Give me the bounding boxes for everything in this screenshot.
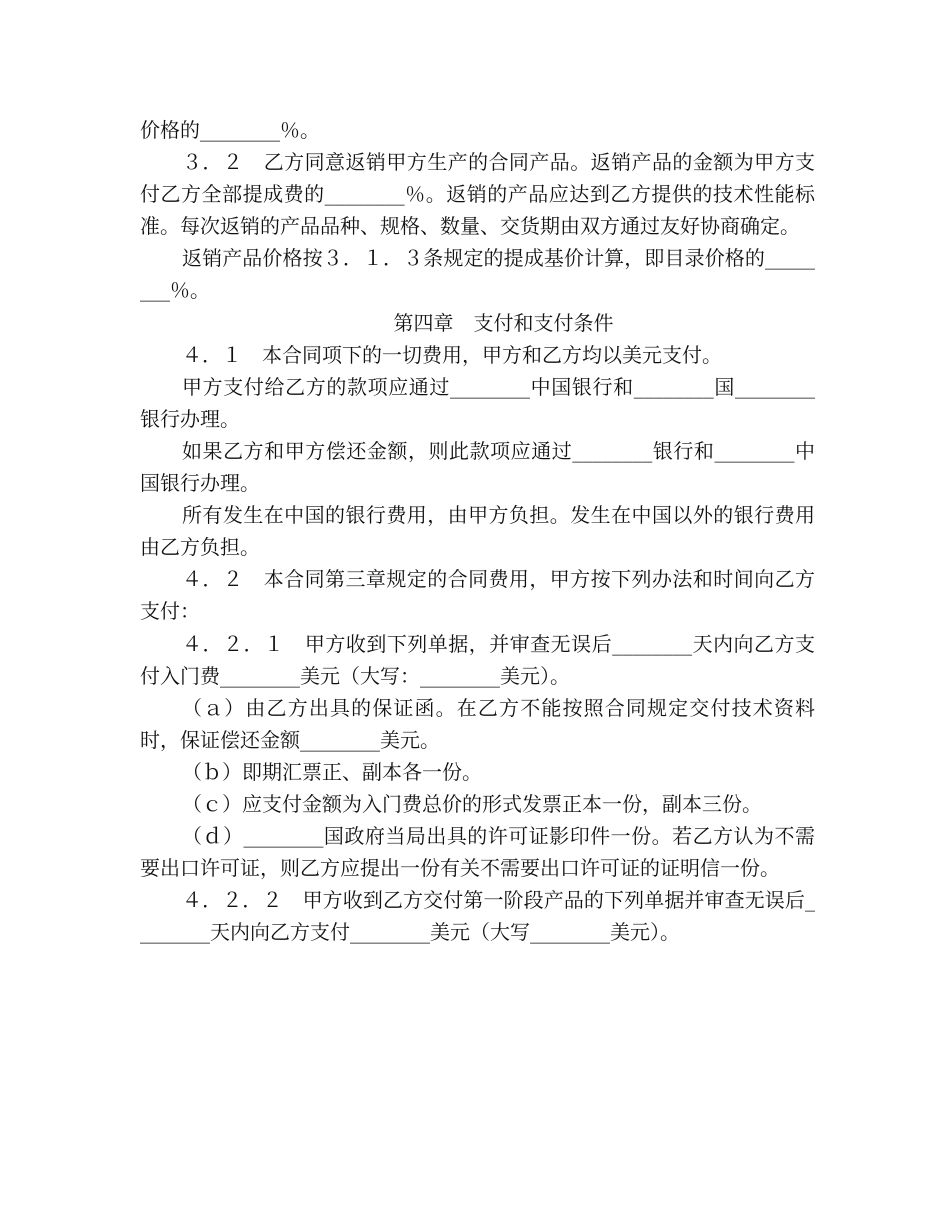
paragraph-4-2: ４．２ 本合同第三章规定的合同费用，甲方按下列办法和时间向乙方支付：	[140, 567, 815, 624]
paragraph-buyback-price: 返销产品价格按３．１．３条规定的提成基价计算，即目录价格的________％。	[140, 246, 815, 303]
document-body	[140, 114, 815, 948]
paragraph-4-1: ４．１ 本合同项下的一切费用，甲方和乙方均以美元支付。	[182, 342, 722, 367]
paragraph-item-c: （ｃ）应支付金额为入门费总价的形式发票正本一份，副本三份。	[182, 791, 762, 816]
paragraph-payment-bank: 甲方支付给乙方的款项应通过________中国银行和________国________银行办理。	[140, 374, 815, 431]
chapter-title: 第四章 支付和支付条件	[393, 310, 614, 335]
paragraph-bank-fees: 所有发生在中国的银行费用，由甲方负担。发生在中国以外的银行费用由乙方负担。	[140, 503, 815, 560]
paragraph-4-2-1: ４．２．１ 甲方收到下列单据，并审查无误后________天内向乙方支付入门费________美元（大写：________美元）。	[140, 631, 815, 688]
paragraph-price-percent: 价格的________％。	[140, 118, 320, 142]
paragraph-4-2-2: ４．２．２ 甲方收到乙方交付第一阶段产品的下列单据并审查无误后________天内向乙方支付________美元（大写________美元）。	[140, 888, 815, 945]
paragraph-item-a: （ａ）由乙方出具的保证函。在乙方不能按照合同规定交付技术资料时，保证偿还金额________美元。	[140, 695, 815, 752]
paragraph-3-2-buyback: ３．２ 乙方同意返销甲方生产的合同产品。返销产品的金额为甲方支付乙方全部提成费的________％。返销的产品应达到乙方提供的技术性能标准。每次返销的产品品种、规格、数量、交货期由双方通过友好协商确定。	[140, 150, 815, 239]
paragraph-item-b: （ｂ）即期汇票正、副本各一份。	[182, 759, 482, 784]
paragraph-item-d: （ｄ）________国政府当局出具的许可证影印件一份。若乙方认为不需要出口许可证，则乙方应提出一份有关不需要出口许可证的证明信一份。	[140, 824, 815, 881]
paragraph-repayment-bank: 如果乙方和甲方偿还金额，则此款项应通过________银行和________中国银行办理。	[140, 438, 815, 496]
